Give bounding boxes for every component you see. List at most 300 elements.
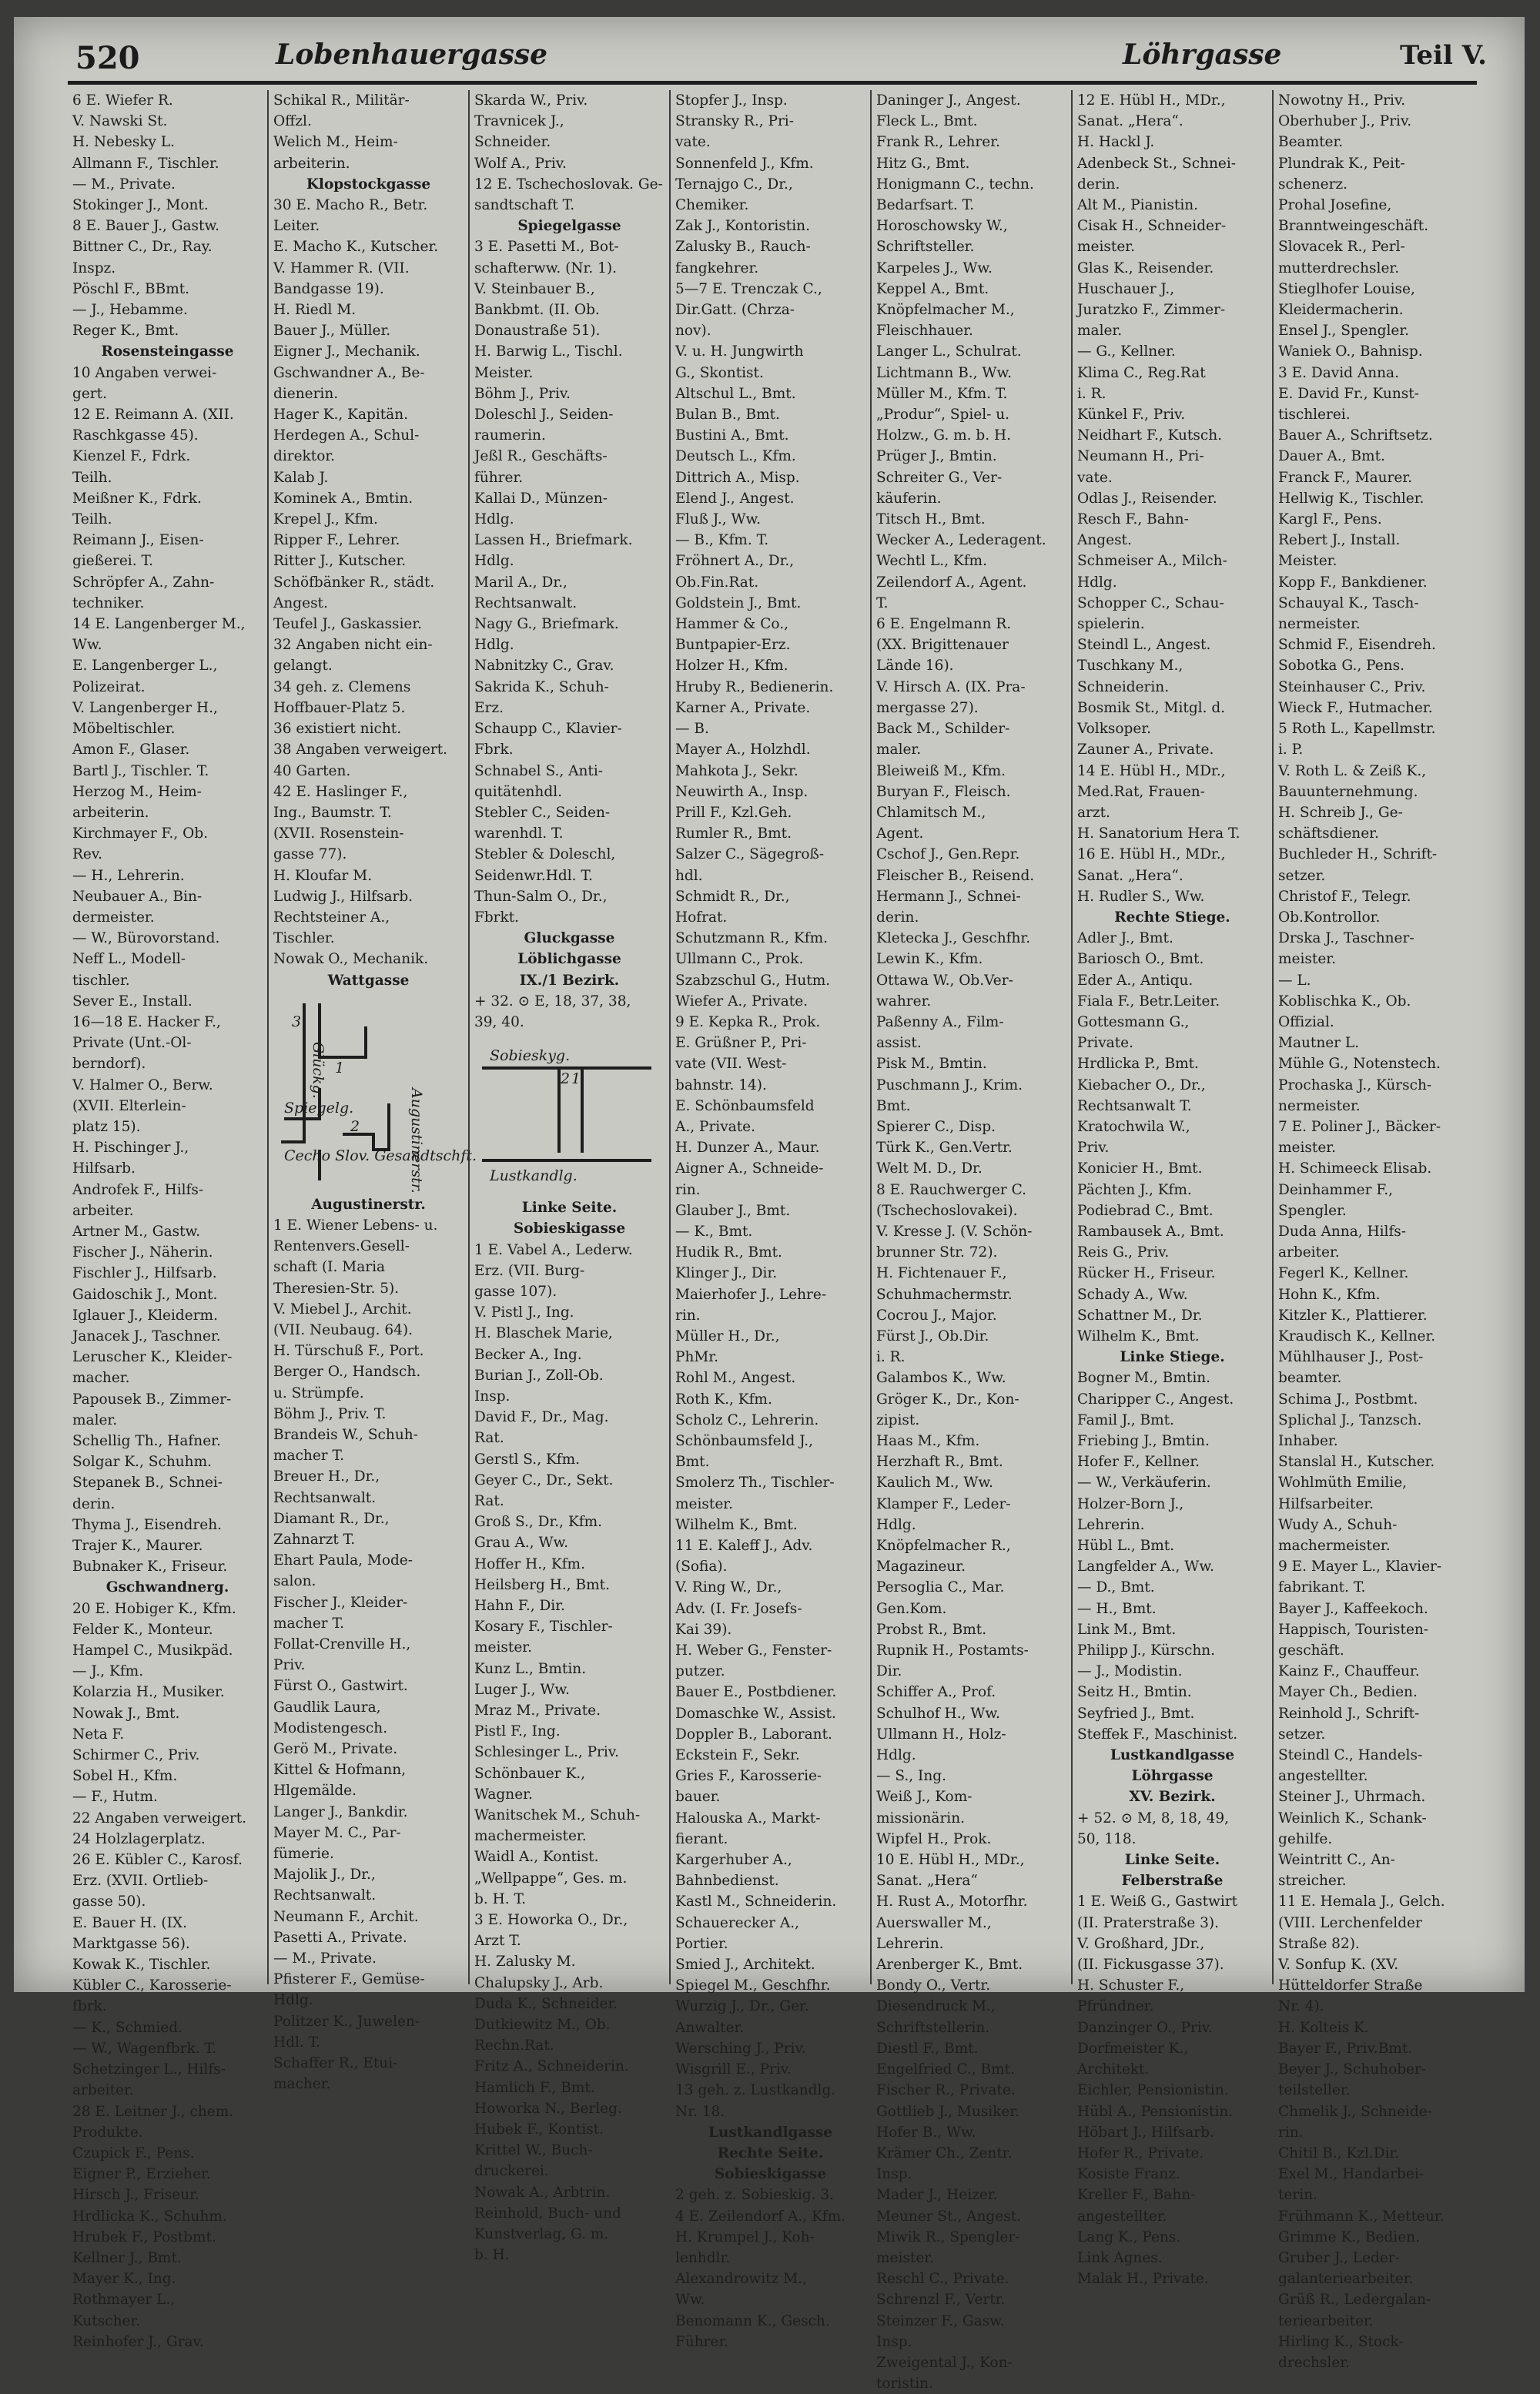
directory-entry: Hübl L., Bmt. [1077,1538,1175,1555]
directory-entry: Ludwig J., Hilfsarb. [273,888,413,905]
directory-entry: Fiala F., Betr.Leiter. [1077,993,1220,1009]
map-number-1: 1 [571,1070,581,1088]
directory-entry: Scholz C., Lehrerin. [675,1411,819,1428]
directory-entry: Dutkiewitz M., Ob. [474,2017,611,2034]
directory-entry: Burian J., Zoll-Ob. [474,1367,604,1384]
directory-entry: rin. [675,1181,701,1198]
directory-entry: meister. [1278,951,1336,968]
directory-entry: — L. [1278,972,1311,989]
directory-entry: Lände 16). [876,658,954,675]
directory-entry: Herzhaft R., Bmt. [876,1454,1003,1471]
part-label: Teil V. [1400,40,1487,71]
directory-entry: gelangt. [273,658,333,675]
directory-entry: Portier. [675,1935,728,1952]
directory-entry: Klinger J., Dir. [675,1265,778,1282]
directory-entry: Bustini A., Bmt. [675,427,789,444]
directory-entry: Bondy O., Vertr. [876,1977,991,1994]
directory-entry: drechsler. [1278,2354,1350,2371]
directory-entry: fbrk. [72,1998,107,2015]
directory-entry: Kastl M., Schneiderin. [675,1893,837,1910]
directory-entry: Schneiderin. [1077,678,1170,695]
directory-entry: vate. [675,134,711,151]
directory-entry: 34 geh. z. Clemens [273,678,411,695]
directory-entry: Smolerz Th., Tischler- [675,1475,835,1492]
directory-entry: Schmidt R., Dr., [675,888,790,905]
directory-entry: 1 E. Wiener Lebens- u. [273,1217,438,1234]
directory-entry: Galambos K., Ww. [876,1370,1006,1387]
directory-entry: geschäft. [1278,1642,1344,1659]
directory-entry: 14 E. Hübl H., MDr., [1077,762,1226,779]
directory-entry: Splichal J., Tanzsch. [1278,1411,1422,1428]
directory-entry: Kletecka J., Geschfhr. [876,930,1031,947]
directory-entry: Lichtmann B., Ww. [876,364,1012,381]
directory-entry: Eigner J., Mechanik. [273,343,420,360]
directory-entry: Arenberger K., Bmt. [876,1957,1023,1974]
directory-entry: Schirmer C., Priv. [72,1747,200,1764]
directory-entry: derin. [876,909,919,926]
directory-entry: Hruby R., Bedienerin. [675,678,834,695]
directory-entry: Horoschowsky W., [876,218,1008,235]
directory-entry: 22 Angaben verweigert. [72,1810,247,1826]
directory-entry: Kittel & Hofmann, [273,1762,407,1779]
directory-entry: Mayer Ch., Bedien. [1278,1684,1418,1701]
directory-entry: Ritter J., Kutscher. [273,553,407,570]
directory-entry: 3 E. Pasetti M., Bot- [474,239,619,256]
directory-entry: Hlgemälde. [273,1783,357,1800]
directory-entry: Böhm J., Priv. T. [273,1405,387,1422]
directory-entry: Straße 82). [1278,1935,1360,1952]
directory-entry: Chitil B., Kzl.Dir. [1278,2145,1400,2161]
directory-entry: Marktgasse 56). [72,1935,190,1952]
directory-entry: Puschmann J., Krim. [876,1076,1023,1093]
directory-entry: Neidhart F., Kutsch. [1077,427,1223,444]
directory-entry: Schröpfer A., Zahn- [72,574,215,591]
directory-entry: — M., Private. [273,1950,377,1967]
directory-entry: Rechn.Rat. [474,2037,554,2054]
directory-entry: Bosmik St., Mitgl. d. [1077,699,1226,716]
directory-entry: Sobel H., Kfm. [72,1768,178,1785]
directory-entry: Maril A., Dr., [474,574,567,591]
directory-entry: E. David Fr., Kunst- [1278,385,1419,402]
directory-entry: (Sofia). [675,1559,728,1575]
directory-entry: E. Macho K., Kutscher. [273,239,439,256]
directory-entry: Eichler, Pensionistin. [1077,2082,1229,2099]
directory-entry: Waidl A., Kontist. [474,1849,599,1866]
directory-entry: 24 Holzlagerplatz. [72,1830,206,1847]
directory-entry: Gen.Kom. [876,1600,947,1617]
directory-entry: Podiebrad C., Bmt. [1077,1202,1214,1219]
directory-entry: Hilfsarb. [72,1160,136,1177]
directory-entry: Rumler R., Bmt. [675,825,792,842]
directory-entry: V. Hirsch A. (IX. Pra- [876,678,1026,695]
directory-entry: Priv. [1077,1140,1110,1157]
directory-entry: Meister. [474,364,534,381]
directory-entry: — S., Ing. [876,1768,946,1785]
directory-entry: Mayer K., Ing. [72,2271,176,2288]
directory-entry: Hofrat. [675,909,728,926]
directory-entry: Hoffer H., Kfm. [474,1555,585,1572]
directory-entry: Hermann J., Schnei- [876,888,1021,905]
directory-column-6 [1073,90,1274,2288]
directory-entry: Reinhold, Buch- und [474,2205,621,2222]
page-header [14,17,1525,85]
directory-entry: Agent. [876,825,924,842]
directory-entry: Gschwandner A., Be- [273,364,425,381]
directory-entry: fümerie. [273,1846,334,1863]
directory-entry: Lang K., Pens. [1077,2228,1181,2245]
directory-entry: Steiner J., Uhrmach. [1278,1789,1426,1806]
directory-entry: meister. [876,2249,934,2266]
directory-entry: Holzer H., Kfm. [675,658,788,675]
directory-entry: Rebert J., Install. [1278,532,1401,549]
street-heading: Rosensteingasse [101,343,234,360]
directory-entry: Welich M., Heim- [273,134,398,151]
directory-entry: Trajer K., Maurer. [72,1538,203,1555]
directory-entry: Geyer C., Dr., Sekt. [474,1472,614,1488]
directory-entry: macher. [72,1370,130,1387]
directory-entry: setzer. [1278,867,1326,884]
directory-entry: Schauyal K., Tasch- [1278,594,1419,611]
directory-entry: — K., Bmt. [675,1223,753,1240]
directory-entry: Angest. [1077,532,1132,549]
directory-entry: Reinhofer J., Grav. [72,2333,204,2350]
directory-entry: gasse 50). [72,1893,146,1910]
directory-entry: 8 E. Rauchwerger C. [876,1181,1027,1198]
directory-entry: Bedarfsart. T. [876,197,975,214]
directory-entry: i. P. [1278,742,1304,758]
directory-entry: Kreller F., Bahn- [1077,2187,1196,2204]
directory-entry: Kunz L., Bmtin. [474,1660,587,1677]
directory-entry: Inhaber. [1278,1433,1338,1449]
directory-entry: Dorfmeister K., [1077,2040,1189,2057]
directory-entry: Nowotny H., Priv. [1278,92,1406,109]
directory-entry: maler. [1077,323,1123,340]
directory-entry: V. Nawski St. [72,113,168,130]
directory-entry: Bariosch O., Bmt. [1077,951,1204,968]
directory-entry: Mayer M. C., Par- [273,1824,401,1841]
lobkowitzplatz-map-drawing [273,996,477,1194]
directory-entry: Fischer R., Private. [876,2082,1016,2099]
directory-entry: Sakrida K., Schuh- [474,678,609,695]
directory-entry: Wilhelm K., Bmt. [675,1516,798,1533]
directory-entry: Meißner K., Fdrk. [72,490,202,507]
directory-entry: — W., Wagenfbrk. T. [72,2040,216,2057]
directory-entry: PhMr. [675,1349,718,1366]
directory-entry: Jeßl R., Geschäfts- [474,448,608,465]
directory-entry: (VIII. Lerchenfelder [1278,1914,1422,1931]
directory-entry: Modistengesch. [273,1719,388,1736]
street-heading: Gschwandnerg. [105,1579,229,1596]
directory-entry: Karner A., Private. [675,699,811,716]
directory-entry: Fluß J., Ww. [675,511,762,528]
directory-entry: Kirchmayer F., Ob. [72,825,209,842]
directory-entry: Hamlich F., Bmt. [474,2079,595,2096]
directory-entry: Honigmann C., techn. [876,176,1034,193]
directory-entry: meister. [474,1639,532,1656]
directory-entry: Gottesmann G., [1077,1013,1190,1030]
directory-entry: Schnabel S., Anti- [474,762,604,779]
directory-entry: Neta F. [72,1726,125,1743]
directory-entry: Schikal R., Militär- [273,92,410,109]
street-heading: IX./1 Bezirk. [519,972,620,989]
directory-entry: 1 E. Weiß G., Gastwirt [1077,1893,1238,1910]
directory-entry: Hitz G., Bmt. [876,155,970,172]
directory-entry: Czupick F., Pens. [72,2145,195,2161]
directory-entry: E. Schönbaumsfeld [675,1097,815,1114]
directory-entry: galanteriearbeiter. [1278,2271,1414,2288]
directory-entry: Zauner A., Private. [1077,742,1214,758]
directory-entry: 13 geh. z. Lustkandlg. [675,2082,836,2099]
directory-entry: Deutsch L., Kfm. [675,448,796,465]
directory-entry: V. Kresse J. (V. Schön- [876,1223,1033,1240]
directory-entry: Hrdlicka P., Bmt. [1077,1056,1199,1073]
directory-entry: Ehart Paula, Mode- [273,1552,413,1569]
directory-entry: H. Sanatorium Hera T. [1077,825,1240,842]
directory-entry: Wohlmüth Emilie, [1278,1475,1408,1492]
directory-entry: Fischer J., Kleider- [273,1594,408,1611]
directory-entry: brunner Str. 72). [876,1244,998,1261]
directory-entry: Resch F., Bahn- [1077,511,1189,528]
directory-entry: Deinhammer F., [1278,1181,1394,1198]
directory-entry: Hubek F., Kontist. [474,2121,604,2138]
directory-entry: Doppler B., Laborant. [675,1726,832,1743]
directory-entry: Nowak J., Bmt. [72,1705,180,1722]
directory-entry: machermeister. [1278,1538,1391,1555]
directory-entry: Stepanek B., Schnei- [72,1475,223,1492]
directory-entry: Priv. [273,1657,306,1674]
directory-entry: V. Steinbauer B., [474,280,595,297]
directory-entry: 2 geh. z. Sobieskig. 3. [675,2187,835,2204]
directory-entry: streicher. [1278,1873,1347,1890]
directory-entry: Schutzmann R., Kfm. [675,930,828,947]
directory-entry: Kiebacher O., Dr., [1077,1076,1206,1093]
directory-entry: Bulan B., Bmt. [675,407,780,424]
directory-entry: H. Rudler S., Ww. [1077,888,1205,905]
directory-entry: Hager K., Kapitän. [273,407,409,424]
directory-entry: Link Agnes. [1077,2249,1163,2266]
directory-entry: Fürst O., Gastwirt. [273,1678,408,1695]
directory-entry: Juratzko F., Zimmer- [1077,302,1226,319]
directory-entry: Dir. [876,1663,902,1680]
directory-entry: Alt M., Pianistin. [1077,197,1199,214]
directory-entry: Kübler C., Karosserie- [72,1977,232,1994]
directory-entry: H. Türschuß F., Port. [273,1343,424,1360]
directory-entry: Roth K., Kfm. [675,1391,772,1408]
directory-entry: Leruscher K., Kleider- [72,1349,233,1366]
directory-entry: Glas K., Reisender. [1077,259,1214,276]
directory-entry: Müller H., Dr., [675,1328,780,1344]
directory-entry: Hdlg. [876,1516,916,1533]
directory-entry: Kleidermacherin. [1278,302,1404,319]
directory-entry: nermeister. [1278,1097,1361,1114]
directory-entry: Adenbeck St., Schnei- [1077,155,1237,172]
directory-entry: 50, 118. [1077,1830,1137,1847]
directory-entry: — K., Schmied. [72,2019,182,2036]
directory-entry: Weinlich K., Schank- [1278,1810,1427,1826]
directory-entry: Hofer F., Kellner. [1077,1454,1200,1471]
directory-entry: Christof F., Telegr. [1278,888,1411,905]
directory-entry: Diamant R., Dr., [273,1510,390,1527]
map-number-1: 1 [335,1059,345,1076]
directory-entry: Zalusky B., Rauch- [675,239,811,256]
directory-entry: Zak J., Kontoristin. [675,218,810,235]
directory-entry: Grimme K., Bedien. [1278,2228,1420,2245]
directory-entry: Pisk M., Bmtin. [876,1056,987,1073]
directory-entry: Happisch, Touristen- [1278,1621,1429,1638]
directory-entry: Seidenwr.Hdl. T. [474,867,593,884]
directory-entry: Herzog M., Heim- [72,783,202,800]
directory-entry: Majolik J., Dr., [273,1867,376,1883]
street-heading: Felberstraße [1121,1873,1224,1890]
directory-entry: Rupnik H., Postamts- [876,1642,1029,1659]
directory-entry: V. Pistl J., Ing. [474,1304,574,1321]
directory-entry: Gerstl S., Kfm. [474,1451,581,1468]
map-label-sobieskyg: Sobieskyg. [490,1047,571,1065]
directory-entry: druckerei. [474,2163,549,2180]
directory-entry: salon. [273,1573,316,1590]
directory-entry: — F., Hutm. [72,1789,158,1806]
directory-entry: Dir.Gatt. (Chrza- [675,302,795,319]
directory-entry: Buntpapier-Erz. [675,637,791,654]
directory-entry: Rat. [474,1492,504,1509]
directory-entry: macher. [273,2076,331,2093]
directory-entry: Elend J., Angest. [675,490,795,507]
directory-entry: „Wellpappe“, Ges. m. [474,1870,628,1887]
directory-entry: Philipp J., Kürschn. [1077,1642,1216,1659]
directory-entry: Kratochwila W., [1077,1118,1190,1135]
street-heading: Sobieskigasse [714,2166,827,2183]
directory-entry: Kunstverlag, G. m. [474,2226,609,2243]
street-heading: Rechte Seite. [717,2145,824,2161]
directory-entry: macher T. [273,1448,345,1465]
directory-entry: hdl. [675,867,703,884]
directory-entry: Titsch H., Bmt. [876,511,986,528]
directory-entry: Adv. (I. Fr. Josefs- [675,1600,802,1617]
directory-entry: Weintritt C., An- [1278,1852,1395,1869]
directory-entry: Schaupp C., Klavier- [474,721,622,738]
directory-entry: Politzer K., Juwelen- [273,2013,420,2030]
directory-entry: Hohn K., Kfm. [1278,1286,1381,1303]
directory-entry: Mühle G., Notenstech. [1278,1056,1441,1073]
directory-entry: H. Blaschek Marie, [474,1325,613,1342]
directory-entry: Steindl L., Angest. [1077,637,1211,654]
directory-entry: Tischler. [273,930,335,947]
map-label-embassy: Cecho Slov. Gesandtschft. [284,1147,477,1164]
directory-entry: Daninger J., Angest. [876,92,1021,109]
directory-entry: Private (Unt.-Ol- [72,1035,192,1052]
directory-entry: Kutscher. [72,2312,141,2329]
directory-entry: 9 E. Mayer L., Klavier- [1278,1559,1442,1575]
directory-entry: dermeister. [72,909,155,926]
directory-column-3 [470,90,671,2264]
directory-entry: Hirsch J., Friseur. [72,2187,199,2204]
directory-entry: — B., Kfm. T. [675,532,769,549]
directory-entry: Bubnaker K., Friseur. [72,1559,228,1575]
directory-entry: Rambausek A., Bmt. [1077,1223,1224,1240]
directory-entry: Mautner L. [1278,1035,1360,1052]
directory-entry: Bauer E., Postbdiener. [675,1684,837,1701]
directory-entry: Prill F., Kzl.Geh. [675,804,792,821]
directory-entry: Gries F., Karosserie- [675,1768,822,1785]
directory-entry: Bittner C., Dr., Ray. [72,239,213,256]
directory-entry: Schmid F., Eisendreh. [1278,637,1436,654]
directory-entry: Kienzel F., Fdrk. [72,448,191,465]
directory-entry: 20 E. Hobiger K., Kfm. [72,1600,236,1617]
directory-entry: Rat. [474,1430,504,1447]
directory-entry: Wagner. [474,1786,533,1803]
directory-entry: Schady A., Ww. [1077,1286,1188,1303]
directory-entry: berndorf). [72,1056,146,1073]
directory-entry: V. Halmer O., Berw. [72,1076,213,1093]
directory-entry: Plundrak K., Peit- [1278,155,1405,172]
directory-entry: Steffek F., Maschinist. [1077,1726,1238,1743]
directory-entry: bahnstr. 14). [675,1076,767,1093]
directory-entry: Bayer J., Kaffeekoch. [1278,1600,1428,1617]
directory-entry: Arzt T. [474,1933,521,1950]
directory-entry: Fleischhauer. [876,323,973,340]
directory-entry: Pfisterer F., Gemüse- [273,1971,425,1988]
directory-entry: Stokinger J., Mont. [72,197,209,214]
directory-entry: Cisak H., Schneider- [1077,218,1227,235]
directory-entry: 1 E. Vabel A., Lederw. [474,1241,633,1258]
directory-entry: Thun-Salm O., Dr., [474,888,608,905]
directory-entry: Führer. [675,2333,729,2350]
directory-entry: Sanat. „Hera“. [1077,113,1183,130]
directory-entry: Welt M. D., Dr. [876,1160,983,1177]
directory-entry: (XVII. Elterlein- [72,1097,186,1114]
directory-entry: arzt. [1077,804,1110,821]
directory-entry: Schrenzl F., Vertr. [876,2292,1006,2309]
directory-entry: 12 E. Tschechoslovak. Ge- [474,176,663,193]
directory-entry: Grüß R., Ledergalan- [1278,2292,1431,2309]
directory-entry: Duda K., Schneider. [474,1995,618,2012]
directory-entry: vate. [1077,469,1113,486]
directory-entry: E. Grüßner P., Pri- [675,1035,807,1052]
directory-entry: fabrikant. T. [1278,1579,1366,1596]
directory-entry: Offizial. [1278,1013,1334,1030]
directory-entry: Fröhnert A., Dr., [675,553,795,570]
street-heading: Gluckgasse [524,930,615,947]
directory-column-5 [872,90,1073,2392]
directory-entry: i. R. [876,1349,906,1366]
directory-entry: 32 Angaben nicht ein- [273,637,433,654]
directory-entry: Wisgrill E., Priv. [675,2061,792,2078]
directory-entry: Eckstein F., Sekr. [675,1747,800,1764]
directory-entry: tischler. [72,972,130,989]
directory-entry: Frank R., Lehrer. [876,134,1000,151]
directory-columns [68,90,1477,2392]
directory-entry: Spengler. [1278,1202,1347,1219]
directory-entry: Wiefer A., Private. [675,993,808,1009]
directory-entry: Wipfel H., Prok. [876,1830,992,1847]
directory-entry: Ww. [72,637,102,654]
directory-entry: Persoglia C., Mar. [876,1579,1005,1596]
directory-entry: Heilsberg H., Bmt. [474,1576,610,1593]
directory-entry: Smied J., Architekt. [675,1957,815,1974]
map-label-glueckg: Glückg. [310,1041,326,1099]
directory-entry: Neubauer A., Bin- [72,888,203,905]
directory-entry: — J., Hebamme. [72,302,188,319]
loeblichgasse-map [474,1037,665,1191]
directory-entry: — H., Bmt. [1077,1600,1157,1617]
directory-entry: Duda Anna, Hilfs- [1278,1223,1407,1240]
directory-entry: mergasse 27). [876,699,979,716]
directory-entry: Pfründner. [1077,1998,1154,2015]
directory-entry: Insp. [876,2166,912,2183]
directory-entry: Pöschl F., BBmt. [72,280,190,297]
directory-entry: — J., Modistin. [1077,1663,1183,1680]
directory-entry: Bauer A., Schriftsetz. [1278,427,1433,444]
